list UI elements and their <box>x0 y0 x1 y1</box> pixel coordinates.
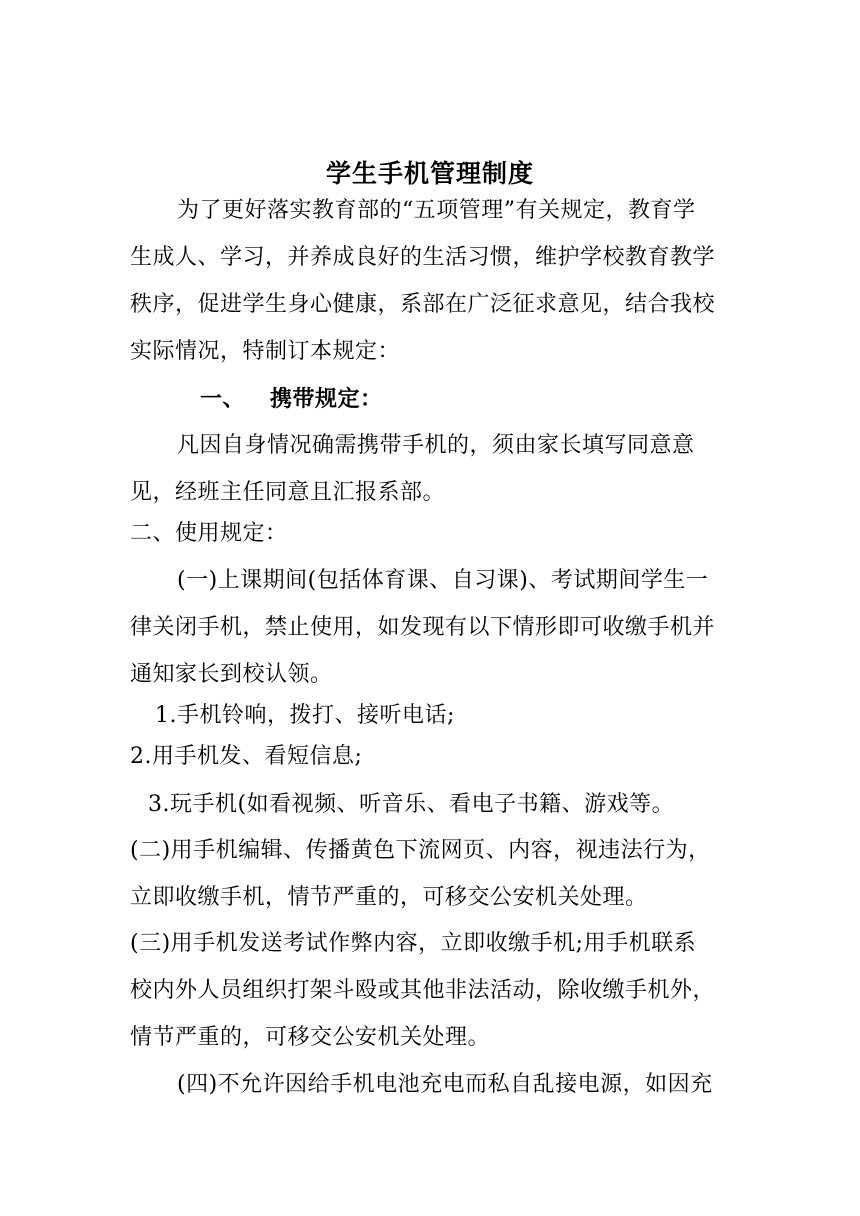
paragraph-line: (四)不允许因给手机电池充电而私自乱接电源，如因充 <box>177 1072 713 1097</box>
paragraph-line: 情节严重的，可移交公安机关处理。 <box>130 1025 491 1050</box>
paragraph-line: 立即收缴手机，情节严重的，可移交公安机关处理。 <box>130 885 648 910</box>
paragraph-line: 为了更好落实教育部的“五项管理”有关规定，教育学 <box>177 198 696 223</box>
section-heading: 二、使用规定： <box>130 521 288 546</box>
paragraph-line: 见，经班主任同意且汇报系部。 <box>130 480 446 505</box>
section-heading: 携带规定： <box>270 386 383 412</box>
paragraph-line: (二)用手机编辑、传播黄色下流网页、内容，视违法行为， <box>130 838 711 863</box>
paragraph-line: (一)上课期间(包括体育课、自习课)、考试期间学生一 <box>177 568 709 593</box>
document-title: 学生手机管理制度 <box>325 159 534 188</box>
paragraph-line: 通知家长到校认领。 <box>130 662 333 687</box>
paragraph-line: 律关闭手机，禁止使用，如发现有以下情形即可收缴手机并 <box>130 615 716 640</box>
section-number: 一、 <box>200 386 246 412</box>
paragraph-line: 凡因自身情况确需携带手机的，须由家长填写同意意 <box>177 433 695 458</box>
paragraph-line: 生成人、学习，并养成良好的生活习惯，维护学校教育教学 <box>130 245 716 270</box>
paragraph-line: (三)用手机发送考试作弊内容，立即收缴手机;用手机联系 <box>130 931 697 956</box>
list-item: 3.玩手机(如看视频、听音乐、看电子书籍、游戏等。 <box>148 792 675 817</box>
list-item: 1.手机铃响，拨打、接听电话; <box>155 703 455 728</box>
paragraph-line: 实际情况，特制订本规定： <box>130 339 401 364</box>
paragraph-line: 秩序，促进学生身心健康，系部在广泛征求意见，结合我校 <box>130 292 716 317</box>
list-item: 2.用手机发、看短信息; <box>130 744 363 769</box>
paragraph-line: 校内外人员组织打架斗殴或其他非法活动，除收缴手机外， <box>130 978 716 1003</box>
